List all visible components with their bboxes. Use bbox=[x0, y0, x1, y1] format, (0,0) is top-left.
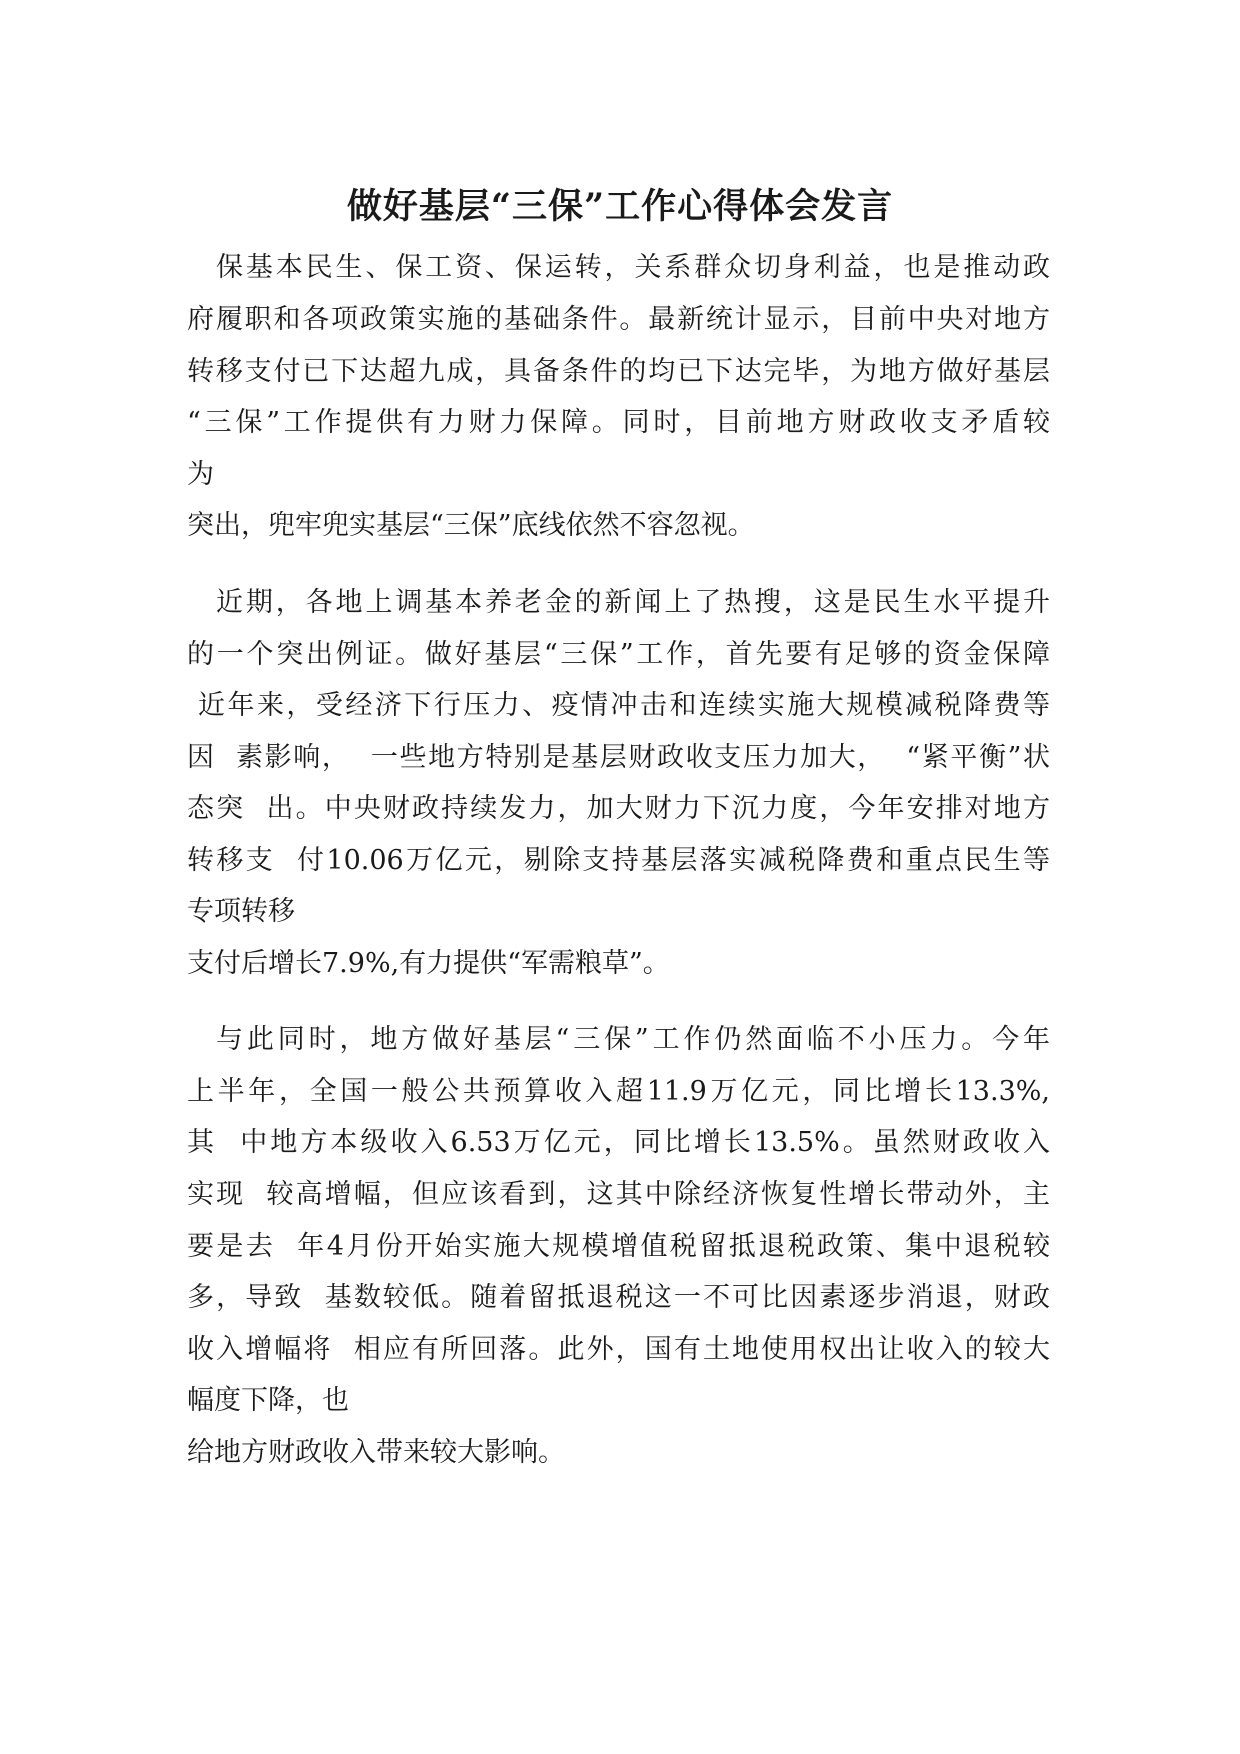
paragraph-2-line-1: 近期，各地上调基本养老金的新闻上了热搜，这是民生水平提升 bbox=[216, 587, 1050, 618]
paragraph-1-line-4: “三保”工作提供有力财力保障。同时，目前地方财政收支矛盾较 bbox=[187, 407, 1050, 438]
paragraph-3-line-6: 多，导致 基数较低。随着留抵退税这一不可比因素逐步消退，财政 bbox=[187, 1282, 1050, 1313]
paragraph-3-line-1: 与此同时，地方做好基层“三保”工作仍然面临不小压力。今年 bbox=[216, 1024, 1050, 1055]
paragraph-2-line-6: 转移支 付10.06万亿元，剔除支持基层落实减税降费和重点民生等 bbox=[187, 845, 1050, 876]
paragraph-1-line-6: 突出，兜牢兜实基层“三保”底线依然不容忽视。 bbox=[187, 510, 755, 541]
document-title: 做好基层“三保”工作心得体会发言 bbox=[346, 186, 894, 227]
paragraph-3-line-3: 其 中地方本级收入6.53万亿元，同比增长13.5%。虽然财政收入 bbox=[187, 1127, 1050, 1158]
paragraph-2-line-5: 态突 出。中央财政持续发力，加大财力下沉力度，今年安排对地方 bbox=[187, 793, 1050, 824]
paragraph-2-line-8: 支付后增长7.9%,有力提供“军需粮草”。 bbox=[187, 948, 670, 979]
paragraph-1-line-5: 为 bbox=[187, 459, 214, 490]
paragraph-3-line-2: 上半年，全国一般公共预算收入超11.9万亿元，同比增长13.3%, bbox=[187, 1076, 1050, 1107]
paragraph-2-line-4: 因 素影响， 一些地方特别是基层财政收支压力加大， “紧平衡”状 bbox=[187, 742, 1050, 773]
paragraph-3-line-4: 实现 较高增幅，但应该看到，这其中除经济恢复性增长带动外，主 bbox=[187, 1179, 1050, 1210]
paragraph-1-line-1: 保基本民生、保工资、保运转，关系群众切身利益，也是推动政 bbox=[216, 252, 1050, 283]
paragraph-3-line-8: 幅度下降，也 bbox=[187, 1385, 349, 1416]
paragraph-1-line-3: 转移支付已下达超九成，具备条件的均已下达完毕，为地方做好基层 bbox=[187, 356, 1050, 387]
paragraph-3-line-9: 给地方财政收入带来较大影响。 bbox=[187, 1437, 565, 1468]
paragraph-2-line-3: 近年来，受经济下行压力、疫情冲击和连续实施大规模减税降费等 bbox=[187, 690, 1050, 721]
paragraph-2-line-2: 的一个突出例证。做好基层“三保”工作，首先要有足够的资金保障 bbox=[187, 639, 1050, 670]
paragraph-3-line-5: 要是去 年4月份开始实施大规模增值税留抵退税政策、集中退税较 bbox=[187, 1231, 1050, 1262]
paragraph-1-line-2: 府履职和各项政策实施的基础条件。最新统计显示，目前中央对地方 bbox=[187, 304, 1050, 335]
paragraph-2-line-7: 专项转移 bbox=[187, 896, 295, 927]
paragraph-3-line-7: 收入增幅将 相应有所回落。此外，国有土地使用权出让收入的较大 bbox=[187, 1334, 1050, 1365]
